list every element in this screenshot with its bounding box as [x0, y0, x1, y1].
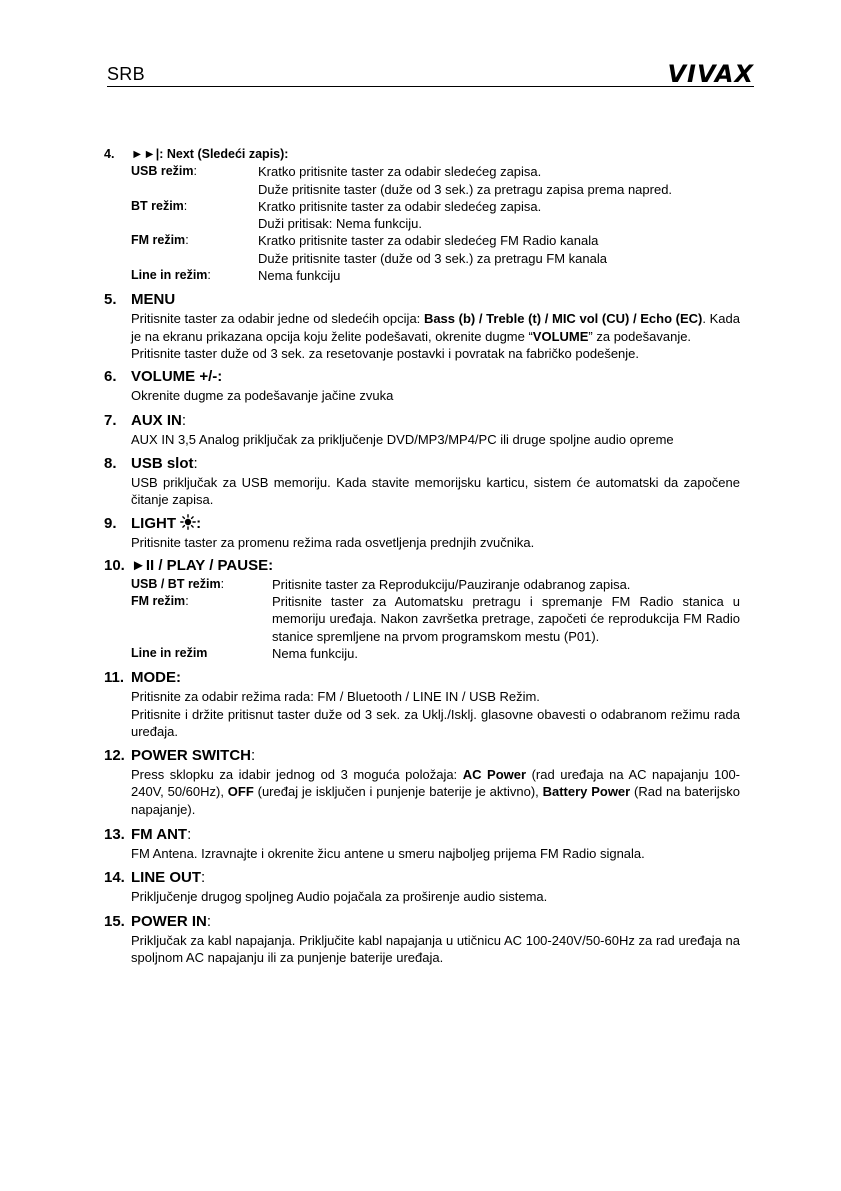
section-number: 12.	[104, 747, 125, 765]
mode-text: Nema funkciju.	[272, 645, 358, 661]
section-number: 13.	[104, 826, 125, 844]
section-title	[104, 367, 740, 387]
light-sun-icon	[180, 514, 196, 530]
battery-power-keyword: Battery Power	[542, 784, 631, 800]
section-title	[104, 411, 740, 431]
mode-label: USB / BT režim	[131, 576, 221, 591]
paragraph	[131, 766, 740, 818]
mode-label: FM režim	[131, 233, 186, 248]
ac-power-keyword: AC Power	[462, 767, 527, 783]
heading-colon: :	[187, 826, 192, 844]
section-power-switch	[104, 746, 740, 818]
language-code: SRB	[107, 64, 145, 84]
text-run: (Rad na baterijsko napajanje).	[131, 784, 740, 817]
paragraph: Priključak za kabl napajanja. Priključite kabl napajanja u utičnicu AC 100-240V/50-60Hz za rad uređaja na spoljnom AC napajanju ili za punjenje baterije uređaja.	[131, 932, 740, 965]
section-light	[104, 514, 740, 551]
mode-row-usb	[131, 163, 740, 198]
brand-logo: VIVAX	[667, 60, 754, 88]
paragraph: Pritisnite taster duže od 3 sek. za resetovanje postavki i povratak na fabričko podešenje.	[131, 345, 640, 361]
mode-label: Line in režim	[131, 645, 208, 660]
mode-text: Pritisnite taster za Reprodukciju/Pauziranje odabranog zapisa.	[272, 576, 631, 592]
section-title	[104, 746, 740, 766]
mode-row-fm	[131, 232, 740, 267]
mode-text: Nema funkciju	[258, 268, 341, 284]
instructions-content	[104, 146, 740, 966]
section-title	[104, 514, 740, 534]
section-power-in	[104, 912, 740, 967]
section-heading: MENU	[131, 291, 176, 309]
mode-row-line-in	[131, 645, 740, 662]
paragraph: AUX IN 3,5 Analog priključak za priključenje DVD/MP3/MP4/PC ili druge spoljne audio opreme	[131, 431, 674, 447]
section-fm-ant	[104, 825, 740, 862]
mode-text: Duže pritisnite taster (duže od 3 sek.) za pretragu FM kanala	[258, 250, 607, 266]
section-number: 5.	[104, 291, 117, 309]
section-number: 11.	[104, 669, 125, 687]
section-heading: FM ANT	[131, 826, 188, 844]
mode-row-fm	[131, 593, 740, 645]
mode-label: USB režim	[131, 164, 194, 179]
section-number: 7.	[104, 411, 117, 429]
section-title	[104, 290, 740, 310]
paragraph	[131, 310, 740, 345]
section-heading: ►II / PLAY / PAUSE:	[131, 556, 274, 574]
section-number: 9.	[104, 515, 117, 533]
mode-label: FM režim	[131, 594, 186, 609]
page-header	[107, 60, 754, 88]
section-number: 14.	[104, 869, 125, 887]
paragraph: Pritisnite taster za promenu režima rada osvetljenja prednjih zvučnika.	[131, 535, 535, 551]
section-number: 6.	[104, 368, 117, 386]
section-title	[104, 556, 740, 576]
mode-text: Pritisnite taster za Automatsku pretragu i spremanje FM Radio stanica u memoriju uređaja. Nakon završetka pretrage, započeti će reprodukcija FM Radio stanice spremljene na prvom programskom mestu (P01).	[272, 594, 740, 644]
section-heading: ►►|: Next (Sledeći zapis):	[131, 147, 289, 161]
text-run: ” za podešavanje.	[588, 328, 692, 344]
section-title	[104, 668, 740, 688]
mode-text: Duže pritisnite taster (duže od 3 sek.) za pretragu zapisa prema napred.	[258, 181, 673, 197]
heading-colon: :	[251, 747, 256, 765]
mode-text: Kratko pritisnite taster za odabir sledećeg FM Radio kanala	[258, 233, 599, 249]
section-aux-in	[104, 411, 740, 448]
section-heading: LINE OUT	[131, 869, 201, 887]
mode-label-colon: :	[185, 233, 189, 248]
text-run: (rad uređaja na AC napajanju 100-240V, 50/60Hz),	[131, 767, 740, 800]
off-keyword: OFF	[227, 784, 254, 800]
section-line-out	[104, 868, 740, 905]
heading-colon: :	[201, 869, 206, 887]
text-run: (uređaj je isključen i punjenje baterije je aktivno),	[253, 784, 543, 800]
paragraph: Okrenite dugme za podešavanje jačine zvuka	[131, 388, 394, 404]
header-divider	[107, 86, 754, 87]
section-usb-slot	[104, 454, 740, 509]
mode-label-colon: :	[183, 198, 188, 213]
paragraph: Priključenje drugog spoljneg Audio pojačala za proširenje audio sistema.	[131, 889, 548, 905]
section-next	[104, 146, 740, 284]
heading-colon: :	[181, 411, 187, 429]
volume-keyword: VOLUME	[532, 328, 589, 344]
text-run: Press sklopku za idabir jednog od 3 moguća položaja:	[131, 767, 463, 783]
mode-text: Kratko pritisnite taster za odabir sledećeg zapisa.	[258, 164, 542, 180]
heading-colon: :	[206, 912, 212, 930]
section-mode	[104, 668, 740, 740]
paragraph: Pritisnite i držite pritisnut taster duže od 3 sek. za Uklj./Isklj. glasovne obavesti o odabranom režimu rada uređaja.	[131, 706, 740, 739]
heading-colon: :	[196, 515, 202, 533]
section-heading: AUX IN	[131, 411, 182, 429]
text-run: . Kada je na ekranu prikazana opcija koju želite podešavati, okrenite dugme “	[131, 311, 740, 344]
section-number: 15.	[104, 912, 125, 930]
section-number: 4.	[104, 147, 115, 161]
mode-label-colon: :	[207, 268, 211, 283]
paragraph: USB priključak za USB memoriju. Kada stavite memorijsku karticu, sistem će automatski da započene čitanje zapisa.	[131, 474, 740, 508]
mode-row-line-in	[131, 267, 740, 284]
section-play-pause	[104, 556, 740, 662]
section-title	[104, 825, 740, 845]
section-heading: MODE:	[131, 669, 181, 687]
section-title	[104, 868, 740, 888]
mode-text: Duži pritisak: Nema funkciju.	[258, 216, 422, 232]
mode-label: Line in režim	[131, 268, 208, 283]
mode-text: Kratko pritisnite taster za odabir sledećeg zapisa.	[258, 198, 542, 214]
section-heading: USB slot	[131, 454, 194, 472]
paragraph: FM Antena. Izravnajte i okrenite žicu antene u smeru najboljeg prijema FM Radio signala.	[131, 846, 645, 862]
section-heading: POWER SWITCH	[131, 747, 251, 765]
section-heading: VOLUME +/-:	[131, 368, 223, 386]
section-title	[104, 912, 740, 932]
mode-row-usb-bt	[131, 576, 740, 593]
mode-label-colon: :	[220, 576, 225, 591]
section-heading: LIGHT	[131, 515, 176, 533]
section-title	[104, 454, 740, 474]
section-menu	[104, 290, 740, 362]
section-number: 10.	[104, 556, 125, 574]
mode-label-colon: :	[193, 164, 198, 179]
mode-label: BT režim	[131, 198, 184, 213]
paragraph: Pritisnite za odabir režima rada: FM / Bluetooth / LINE IN / USB Režim.	[131, 689, 540, 705]
menu-options: Bass (b) / Treble (t) / MIC vol (CU) / Echo (EC)	[423, 311, 703, 327]
heading-colon: :	[193, 454, 198, 472]
section-title	[104, 146, 740, 163]
section-heading: POWER IN	[131, 912, 207, 930]
text-run: Pritisnite taster za odabir jedne od sledećih opcija:	[131, 311, 424, 327]
section-number: 8.	[104, 454, 117, 472]
mode-label-colon: :	[185, 594, 189, 609]
mode-row-bt	[131, 198, 740, 233]
section-volume	[104, 367, 740, 404]
